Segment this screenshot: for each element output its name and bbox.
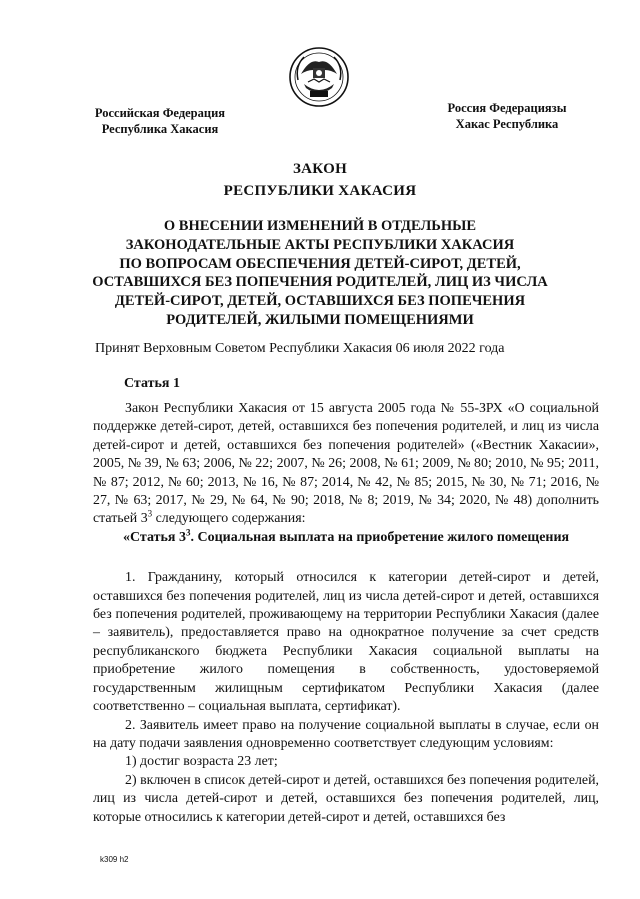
adoption-line: Принят Верховным Советом Республики Хакасия 06 июля 2022 года [95,341,505,356]
header-right-line2: Хакас Республика [455,117,559,131]
article1-text-b: следующего содержания: [152,511,306,527]
header-left-line1: Российская Федерация [94,106,226,120]
header-right-line1: Россия Федерациязы [447,101,567,115]
article3-superscript: 3 [185,527,191,538]
header-left-line2: Республика Хакасия [101,122,219,136]
subject-line6: РОДИТЕЛЕЙ, ЖИЛЫМИ ПОМЕЩЕНИЯМИ [166,311,474,328]
article3-prefix: «Статья 3 [123,529,186,545]
paragraph-2: 2. Заявитель имеет право на получение социальной выплаты в случае, если он на дату подачи заявления одновременно соответствует следующим условиям: [93,717,599,751]
subject-line4: ОСТАВШИХСЯ БЕЗ ПОПЕЧЕНИЯ РОДИТЕЛЕЙ, ЛИЦ ИЗ ЧИСЛА [92,274,548,291]
footer-code: k309 h2 [100,855,129,864]
article3-title: . Социальная выплата на приобретение жилого помещения [190,529,570,545]
article3-heading [93,529,599,547]
subject-line2: ЗАКОНОДАТЕЛЬНЫЕ АКТЫ РЕСПУБЛИКИ ХАКАСИЯ [125,236,515,253]
article1-superscript: 3 [147,508,153,519]
header-left [70,105,250,137]
law-subject [92,217,548,330]
title-line2: РЕСПУБЛИКИ ХАКАСИЯ [223,183,417,199]
coat-of-arms-emblem [288,46,350,108]
list-item-2: 2) включен в список детей-сирот и детей, оставшихся без попечения родителей, лиц из числа детей-сирот и детей, оставшихся без попечения родителей, лиц, которые относились к категории детей-сирот и детей, оставшихся без [93,772,599,825]
subject-line5: ДЕТЕЙ-СИРОТ, ДЕТЕЙ, ОСТАВШИХСЯ БЕЗ ПОПЕЧЕНИЯ [114,293,526,310]
article1-heading: Статья 1 [124,376,180,391]
subject-line1: О ВНЕСЕНИИ ИЗМЕНЕНИЙ В ОТДЕЛЬНЫЕ [163,218,477,234]
header-right [412,100,602,132]
paragraph-1: 1. Гражданину, который относился к категории детей-сирот и детей, оставшихся без попечения родителей, лиц из числа детей-сирот и детей, оставшихся без попечения родителей, проживающему на территории Республики Хакасия (далее – заявитель), предоставляется право на однократное получение за счет средств республиканского бюджета Республики Хакасия социальной выплаты на приобретение жилого помещения в собственность, удостоверяемой государственным жилищным сертификатом Республики Хакасия (далее соответственно – социальная выплата, сертификат). [93,570,599,715]
document-title [80,158,560,202]
title-line1: ЗАКОН [292,161,348,177]
spacer [93,547,599,569]
article1-text-a: Закон Республики Хакасия от 15 августа 2005 года № 55-ЗРХ «О социальной поддержке детей-сирот, детей, оставшихся без попечения родителей, и лиц из числа детей-сирот и детей, оставшихся без попечения родителей» («Вестник Хакасии», 2005, № 39, № 63; 2006, № 22; 2007, № 26; 2008, № 61; 2009, № 80; 2010, № 95; 2011, № 87; 2012, № 60; 2013, № 16, № 87; 2014, № 42, № 85; 2015, № 30, № 71; 2016, № 27, № 63; 2017, № 29, № 64, № 90; 2018, № 8; 2019, № 34; 2020, № 48) дополнить статьей 3 [93,401,599,527]
list-item-1: 1) достиг возраста 23 лет; [125,754,278,770]
document-body [93,400,599,827]
subject-line3: ПО ВОПРОСАМ ОБЕСПЕЧЕНИЯ ДЕТЕЙ-СИРОТ, ДЕТЕЙ, [119,255,521,272]
article1-paragraph [93,400,599,529]
